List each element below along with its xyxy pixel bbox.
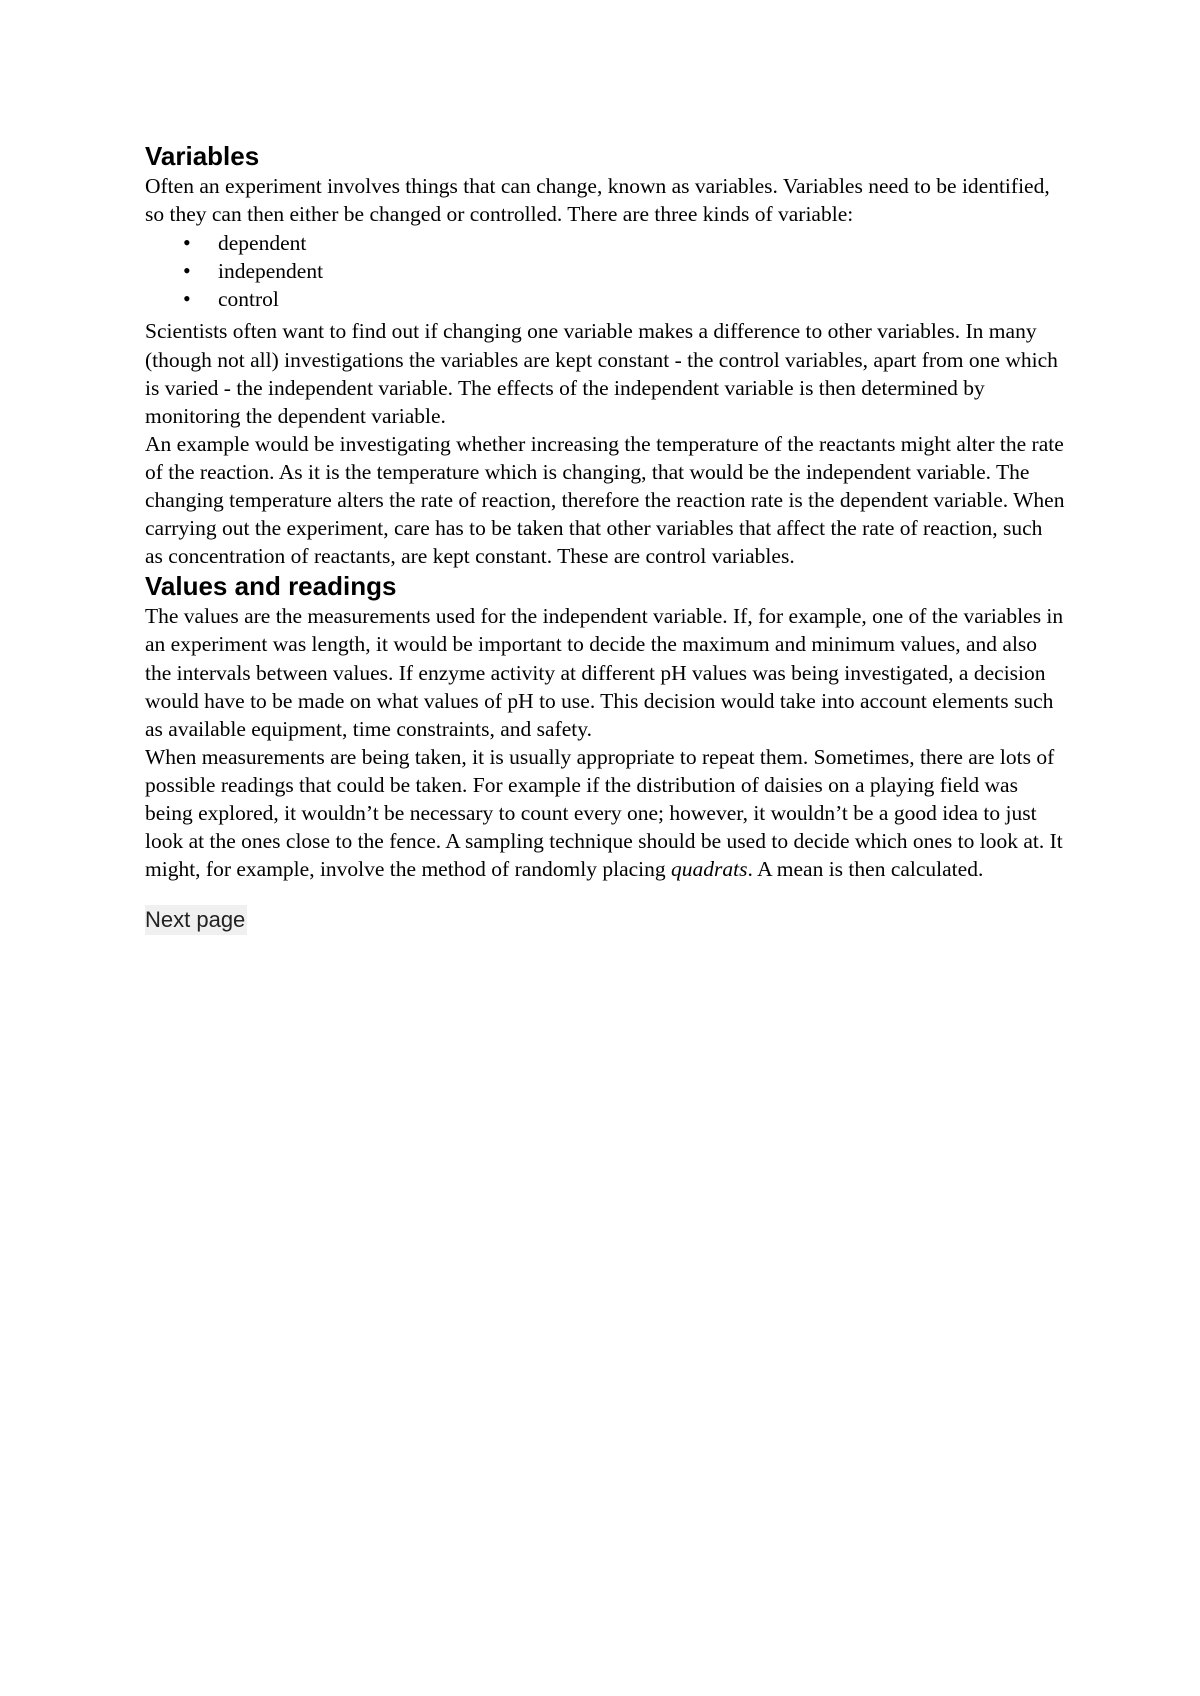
variables-paragraph-1: Scientists often want to find out if changing one variable makes a difference to other variables. In many (though not all) investigations the variables are kept constant - the control variables, apart from one which is varied - the independent variable. The effects of the independent variable is then determined by monitoring the dependent variable. xyxy=(145,319,1058,428)
variable-kinds-list xyxy=(145,229,1065,313)
document-body xyxy=(145,140,1065,935)
variables-paragraph-2: An example would be investigating whether increasing the temperature of the reactants might alter the rate of the reaction. As it is the temperature which is changing, that would be the independent variable. The changing temperature alters the rate of reaction, therefore the reaction rate is the dependent variable. When carrying out the experiment, care has to be taken that other variables that affect the rate of reaction, such as concentration of reactants, are kept constant. These are control variables. xyxy=(145,431,1065,569)
values-paragraph-1: The values are the measurements used for the independent variable. If, for example, one of the variables in an experiment was length, it would be important to decide the maximum and minimum values, and also the intervals between values. If enzyme activity at different pH values was being investigated, a decision would have to be made on what values of pH to use. This decision would take into account elements such as available equipment, time constraints, and safety. xyxy=(145,604,1064,741)
section-heading-values-and-readings: Values and readings xyxy=(145,571,397,602)
section-heading-variables: Variables xyxy=(145,141,260,171)
list-item: • dependent xyxy=(218,229,1065,257)
list-item: • control xyxy=(218,285,1065,313)
list-item: • independent xyxy=(218,257,1065,285)
values-paragraph-2-text: When measurements are being taken, it is usually appropriate to repeat them. Sometimes, there are lots of possible readings that could be taken. For example if the distribution of daisies on a playing field was being explored, it wouldn’t be necessary to count every one; however, it wouldn’t be a good idea to just look at the ones close to the fence. A sampling technique should be used to decide which ones to look at. It might, for example, involve the method of randomly placing xyxy=(145,744,1063,882)
variables-intro: Often an experiment involves things that can change, known as variables. Variables need to be identified, so they can then either be changed or controlled. There are three kinds of variable: xyxy=(145,174,1050,227)
quadrats-term: quadrats xyxy=(671,857,748,882)
values-paragraph-2-end: . A mean is then calculated. xyxy=(747,857,984,882)
values-paragraph-2 xyxy=(145,743,1065,883)
next-page-link[interactable]: Next page xyxy=(145,905,247,935)
